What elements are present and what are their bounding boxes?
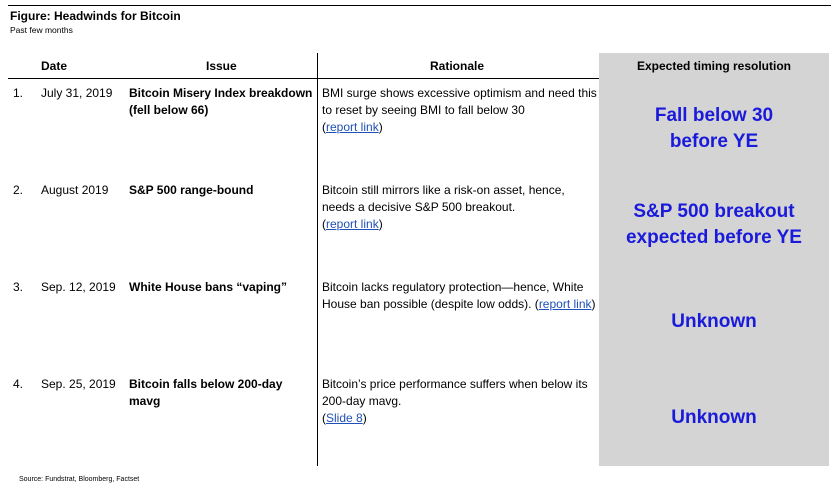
column-divider [317, 53, 318, 466]
row-date: Sep. 25, 2019 [41, 377, 116, 391]
link-open-paren: ( [322, 411, 326, 425]
header-issue: Issue [206, 59, 237, 73]
top-rule [8, 5, 831, 6]
row-issue: S&P 500 range-bound [129, 183, 254, 197]
link-close-paren: ) [378, 217, 383, 231]
report-link[interactable]: report link [326, 217, 379, 231]
row-date: Sep. 12, 2019 [41, 280, 116, 294]
row-issue: White House bans “vaping” [129, 280, 288, 294]
slide-link[interactable]: Slide 8 [326, 411, 363, 425]
row-resolution: Fall below 30 before YE [654, 105, 774, 152]
rationale-text: Bitcoin still mirrors like a risk-on asset, hence, needs a decisive S&P 500 breakout. [322, 183, 565, 214]
source-note: Source: Fundstrat, Bloomberg, Factset [19, 476, 140, 483]
row-rationale [322, 279, 597, 313]
link-open-paren: ( [322, 120, 326, 134]
link-open-paren: ( [531, 297, 539, 311]
figure-subtitle: Past few months [10, 25, 73, 35]
row-resolution: S&P 500 breakout expected before YE [625, 201, 802, 248]
link-close-paren: ) [362, 411, 367, 425]
link-open-paren: ( [322, 217, 326, 231]
header-date: Date [41, 59, 68, 73]
header-expected-timing: Expected timing resolution [636, 59, 792, 73]
row-date: July 31, 2019 [41, 86, 113, 100]
row-number: 3. [13, 280, 24, 294]
header-rationale: Rationale [430, 59, 485, 73]
row-number: 1. [13, 86, 24, 100]
row-rationale [322, 85, 597, 136]
report-link[interactable]: report link [326, 120, 379, 134]
row-issue: Bitcoin Misery Index breakdown (fell below 66) [129, 86, 313, 117]
rationale-text: Bitcoin lacks regulatory protection—hence, White House ban possible (despite low odds). [322, 280, 584, 311]
row-resolution: Unknown [671, 311, 757, 332]
row-rationale [322, 182, 597, 233]
row-number: 2. [13, 183, 24, 197]
row-date: August 2019 [41, 183, 109, 197]
rationale-text: BMI surge shows excessive optimism and need this to reset by seeing BMI to fall below 30 [322, 86, 597, 117]
link-close-paren: ) [378, 120, 383, 134]
figure-title: Figure: Headwinds for Bitcoin [10, 9, 181, 23]
row-rationale [322, 376, 597, 427]
row-resolution: Unknown [671, 407, 757, 428]
header-rule [8, 78, 599, 79]
row-issue: Bitcoin falls below 200-day mavg [129, 377, 283, 408]
rationale-text: Bitcoin’s price performance suffers when below its 200-day mavg. [322, 377, 588, 408]
row-number: 4. [13, 377, 24, 391]
link-close-paren: ) [591, 297, 596, 311]
report-link[interactable]: report link [538, 297, 592, 311]
